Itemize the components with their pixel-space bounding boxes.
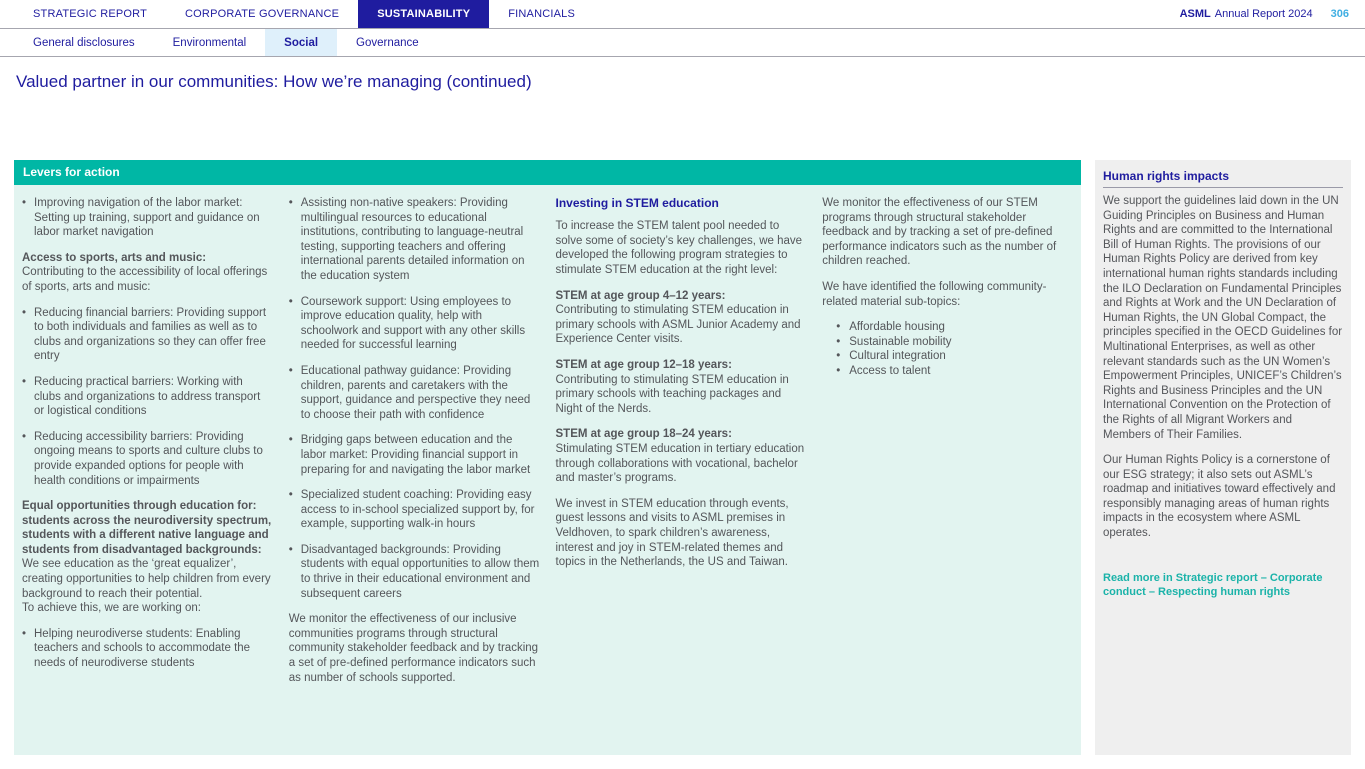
bullet-text: Disadvantaged backgrounds: Providing students with equal opportunities to allow them to thrive in their educational environment and subsequent careers (300, 543, 540, 600)
paragraph-text: To increase the STEM talent pool needed to solve some of society’s key challenges, we have developed the following program strategies to stimulate STEM education at the right level: (555, 220, 803, 277)
bullet-icon: • (22, 197, 27, 209)
bullet-text: Sustainable mobility (849, 335, 952, 348)
bullet-icon: • (288, 295, 293, 308)
levers-columns (14, 185, 1081, 755)
sub-navigation (0, 29, 1365, 57)
report-title: Annual Report 2024 (1214, 8, 1313, 20)
bullet-text: Access to talent (849, 364, 931, 377)
bullet-item (22, 430, 273, 488)
bullet-item (289, 196, 540, 284)
bullet-icon: • (836, 335, 841, 348)
paragraph (822, 196, 1073, 269)
bullet-item (22, 196, 273, 240)
bullet-item (289, 543, 540, 601)
top-navigation (0, 0, 1365, 29)
paragraph-lead: STEM at age group 12–18 years: (555, 358, 732, 371)
paragraph-text: We see education as the ‘great equalizer’, creating opportunities to help children from every background to reach their potential. (22, 558, 271, 600)
subnav-items (14, 29, 438, 56)
bullet-icon: • (288, 543, 293, 556)
bullet-text: Bridging gaps between education and the labor market: Providing financial support in preparing for and navigating the labor market (300, 434, 531, 476)
page-number: 306 (1330, 8, 1349, 20)
paragraph (822, 280, 1073, 309)
paragraph-text: We monitor the effectiveness of our STEM programs through structural stakeholder feedback and by tracking a set of pre-defined performance indicators such as the number of children reached. (822, 197, 1057, 268)
paragraph (556, 219, 807, 277)
paragraph-text: Contributing to stimulating STEM education in primary schools with ASML Junior Academy and Experience Center visits. (555, 304, 801, 346)
bullet-item (289, 295, 540, 353)
paragraph-text: Stimulating STEM education in tertiary education through collaborations with vocational, bachelor and master’s programs. (555, 442, 805, 485)
bullet-icon: • (22, 306, 27, 319)
paragraph (22, 499, 273, 616)
brand-asml: ASML (1179, 8, 1211, 20)
paragraph (556, 289, 807, 347)
bullet-item (289, 433, 540, 477)
bullet-icon: • (288, 364, 293, 377)
human-rights-panel (1095, 160, 1351, 755)
read-more-link[interactable]: Read more in Strategic report – Corporate conduct – Respecting human rights (1103, 571, 1323, 598)
bullet-icon: • (836, 321, 841, 334)
topnav-items (14, 0, 594, 28)
human-rights-paragraph-1: We support the guidelines laid down in the UN Guiding Principles on Business and Human Rights and are committed to the International Bill of Human Rights. The provisions of our Human Rights Policy are derived from key international human rights standards including the ILO Declaration on Fundamental Principles and Rights at Work and the UN Declaration of Human Rights, the UN Global Compact, the principles specified in the OECD Guidelines for Multinational Enterprises, as well as other relevant standards such as the UN Women’s Empowerment Principles, UNICEF’s Children’s Rights and Business Principles and the UN International Convention on the Protection of the Rights of all Migrant Workers and Members of Their Families. (1103, 195, 1343, 441)
paragraph (289, 612, 540, 685)
bullet-text: Reducing practical barriers: Working with clubs and organizations to address transport or logistical conditions (34, 375, 261, 418)
column-heading: Investing in STEM education (555, 196, 719, 210)
bullet-item (289, 488, 540, 532)
human-rights-title: Human rights impacts (1103, 169, 1343, 188)
levers-panel-header: Levers for action (14, 160, 1081, 185)
page-title: Valued partner in our communities: How we’re managing (continued) (16, 72, 532, 91)
bullet-text: Reducing accessibility barriers: Providing ongoing means to sports and culture clubs to provide expanded options for people with health conditions or impairments (34, 430, 263, 487)
report-info (1180, 0, 1365, 28)
levers-for-action-panel (14, 160, 1081, 755)
subnav-item-general-disclosures[interactable]: General disclosures (33, 36, 135, 49)
paragraph (556, 427, 807, 485)
paragraph (556, 358, 807, 416)
bullet-text: Assisting non-native speakers: Providing multilingual resources to educational institutions, contributing to language-neutral testing, supporting teachers and offering international parents detailed information on the education system (300, 197, 525, 282)
topnav-item-financials[interactable]: FINANCIALS (508, 8, 576, 20)
bullet-text: Reducing financial barriers: Providing support to both individuals and families as well as to clubs and organizations so they can offer free entry (34, 306, 267, 363)
sub-topic-list (836, 320, 1073, 378)
bullet-icon: • (22, 627, 27, 640)
bullet-item (22, 306, 273, 364)
bullet-item (22, 627, 273, 671)
bullet-icon: • (836, 350, 841, 363)
bullet-text: Improving navigation of the labor market: Setting up training, support and guidance on labor market navigation (34, 197, 260, 239)
paragraph (22, 251, 273, 295)
bullet-icon: • (22, 375, 27, 388)
levers-column-3 (556, 196, 807, 741)
bullet-item (836, 364, 1073, 379)
levers-column-1 (22, 196, 273, 741)
paragraph-lead: STEM at age group 4–12 years: (555, 289, 726, 302)
subnav-item-governance[interactable]: Governance (356, 36, 419, 49)
bullet-icon: • (288, 434, 293, 447)
topnav-item-corporate-governance[interactable]: CORPORATE GOVERNANCE (185, 8, 340, 20)
human-rights-body (1103, 194, 1343, 541)
topnav-item-strategic-report[interactable]: STRATEGIC REPORT (33, 8, 148, 20)
levers-column-4 (822, 196, 1073, 741)
bullet-item (289, 364, 540, 422)
bullet-icon: • (22, 430, 27, 443)
paragraph-lead: Equal opportunities through education for: students across the neurodiversity spectrum, students with a different native language and students from disadvantaged backgrounds: (22, 500, 272, 556)
bullet-text: Educational pathway guidance: Providing children, parents and caretakers with the support, guidance and perspective they need to choose their path with confidence (300, 364, 531, 421)
subnav-item-environmental[interactable]: Environmental (172, 36, 247, 49)
paragraph-lead: Access to sports, arts and music: (22, 251, 207, 264)
bullet-icon: • (288, 197, 293, 209)
bullet-text: Coursework support: Using employees to improve education quality, help with schoolwork and support with any other skills needed for successful learning (300, 295, 526, 352)
paragraph-text: Contributing to stimulating STEM education in primary schools with teaching packages and Night of the Nerds. (555, 373, 789, 415)
human-rights-paragraph-2: Our Human Rights Policy is a cornerstone of our ESG strategy; it also sets out ASML’s roadmap and initiatives toward effectively and responsibly managing areas of human rights impacts in the ecosystem where ASML operates. (1103, 454, 1336, 540)
paragraph-text: We invest in STEM education through events, guest lessons and visits to ASML premises in Veldhoven, to spark children’s awareness, interest and joy in STEM-related themes and topics in the Netherlands, the US and Taiwan. (555, 497, 789, 569)
bullet-text: Affordable housing (849, 321, 945, 334)
bullet-item (22, 375, 273, 419)
bullet-item (836, 335, 1073, 350)
bullet-icon: • (288, 489, 293, 502)
paragraph-text-2: To achieve this, we are working on: (22, 602, 201, 615)
bullet-icon: • (836, 364, 841, 377)
subnav-item-social[interactable]: Social (265, 29, 337, 56)
bullet-text: Specialized student coaching: Providing easy access to in-school specialized support by, for example, supporting walk-in hours (300, 489, 535, 531)
bullet-item (836, 349, 1073, 364)
bullet-item (836, 320, 1073, 335)
paragraph-lead: STEM at age group 18–24 years: (555, 428, 732, 441)
bullet-text: Cultural integration (849, 350, 946, 363)
paragraph-text: Contributing to the accessibility of local offerings of sports, arts and music: (22, 266, 268, 293)
paragraph-text: We have identified the following community-related material sub-topics: (822, 280, 1047, 308)
paragraph-text: We monitor the effectiveness of our inclusive communities programs through structural community stakeholder feedback and by tracking a set of pre-defined performance indicators such as number of schools supported. (288, 613, 539, 684)
bullet-text: Helping neurodiverse students: Enabling teachers and schools to accommodate the needs of neurodiverse students (34, 627, 251, 670)
levers-column-2 (289, 196, 540, 741)
topnav-item-sustainability[interactable]: SUSTAINABILITY (358, 0, 489, 28)
paragraph (556, 497, 807, 570)
